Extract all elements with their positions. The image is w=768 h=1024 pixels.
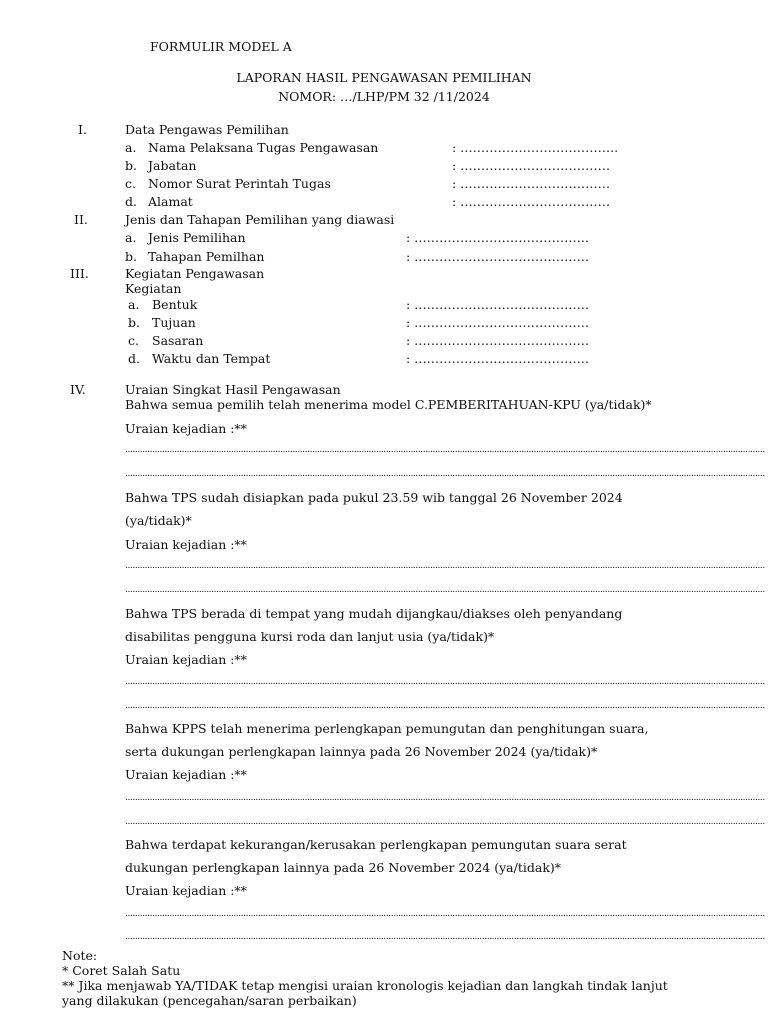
section1-item-value: : ………………………………..: [452, 140, 619, 155]
section2-item-letter: a.: [125, 230, 137, 245]
question-text: Bahwa TPS sudah disiapkan pada pukul 23.59 wib tanggal 26 November 2024: [125, 490, 623, 505]
section3-item-letter: a.: [128, 297, 140, 312]
note-line: ** Jika menjawab YA/TIDAK tetap mengisi uraian kronologis kejadian dan langkah tindak lanjut: [62, 978, 668, 993]
note-line: yang dilakukan (pencegahan/saran perbaikan): [62, 993, 357, 1008]
question-text: Bahwa semua pemilih telah menerima model C.PEMBERITAHUAN-KPU (ya/tidak)*: [125, 397, 652, 412]
section3-item-label: Tujuan: [152, 315, 196, 330]
answer-line[interactable]: ....................................................................................................................................................................................................................................................................: [125, 677, 765, 687]
section2-title: Jenis dan Tahapan Pemilihan yang diawasi: [125, 212, 395, 227]
section3-item-value: : ……………………………………: [406, 297, 590, 312]
form-title: FORMULIR MODEL A: [150, 39, 292, 54]
report-number: NOMOR: …/LHP/PM 32 /11/2024: [278, 89, 490, 104]
answer-line[interactable]: ....................................................................................................................................................................................................................................................................: [125, 469, 765, 479]
section3-numeral: III.: [70, 266, 89, 281]
section4-title: Uraian Singkat Hasil Pengawasan: [125, 382, 341, 397]
note-line: * Coret Salah Satu: [62, 963, 181, 978]
section3-item-label: Waktu dan Tempat: [152, 351, 271, 366]
section3-item-letter: b.: [128, 315, 140, 330]
section3-title: Kegiatan Pengawasan: [125, 266, 265, 281]
section1-numeral: I.: [78, 122, 87, 137]
section2-item-letter: b.: [125, 249, 137, 264]
question-text: disabilitas pengguna kursi roda dan lanjut usia (ya/tidak)*: [125, 629, 495, 644]
answer-line[interactable]: ....................................................................................................................................................................................................................................................................: [125, 817, 765, 827]
section3-item-value: : ……………………………………: [406, 333, 590, 348]
section3-subtitle: Kegiatan: [125, 281, 182, 296]
answer-line[interactable]: ....................................................................................................................................................................................................................................................................: [125, 932, 765, 942]
section1-item-label: Jabatan: [148, 158, 197, 173]
section3-item-value: : ……………………………………: [406, 351, 590, 366]
question-text: Bahwa TPS berada di tempat yang mudah dijangkau/diakses oleh penyandang: [125, 606, 623, 621]
uraian-label: Uraian kejadian :**: [125, 767, 247, 782]
section2-item-label: Jenis Pemilihan: [148, 230, 246, 245]
uraian-label: Uraian kejadian :**: [125, 652, 247, 667]
section2-item-label: Tahapan Pemilhan: [148, 249, 265, 264]
section1-item-label: Alamat: [148, 194, 193, 209]
section3-item-letter: d.: [128, 351, 140, 366]
section1-item-value: : ………………………………: [452, 194, 611, 209]
section1-title: Data Pengawas Pemilihan: [125, 122, 289, 137]
answer-line[interactable]: ....................................................................................................................................................................................................................................................................: [125, 793, 765, 803]
section3-item-label: Bentuk: [152, 297, 198, 312]
uraian-label: Uraian kejadian :**: [125, 883, 247, 898]
section3-item-label: Sasaran: [152, 333, 204, 348]
section1-item-value: : ………………………………: [452, 176, 611, 191]
question-text: Bahwa terdapat kekurangan/kerusakan perlengkapan pemungutan suara serat: [125, 837, 627, 852]
uraian-label: Uraian kejadian :**: [125, 421, 247, 436]
section4-numeral: IV.: [70, 382, 86, 397]
question-text: dukungan perlengkapan lainnya pada 26 November 2024 (ya/tidak)*: [125, 860, 562, 875]
section1-item-label: Nama Pelaksana Tugas Pengawasan: [148, 140, 379, 155]
answer-line[interactable]: ....................................................................................................................................................................................................................................................................: [125, 445, 765, 455]
section1-item-letter: b.: [125, 158, 137, 173]
section1-item-letter: d.: [125, 194, 137, 209]
question-text: Bahwa KPPS telah menerima perlengkapan pemungutan dan penghitungan suara,: [125, 721, 649, 736]
report-title: LAPORAN HASIL PENGAWASAN PEMILIHAN: [236, 70, 532, 85]
uraian-label: Uraian kejadian :**: [125, 537, 247, 552]
section1-item-letter: c.: [125, 176, 136, 191]
question-text: (ya/tidak)*: [125, 513, 192, 528]
answer-line[interactable]: ....................................................................................................................................................................................................................................................................: [125, 701, 765, 711]
section2-numeral: II.: [74, 212, 88, 227]
section3-item-value: : ……………………………………: [406, 315, 590, 330]
answer-line[interactable]: ....................................................................................................................................................................................................................................................................: [125, 909, 765, 919]
section3-item-letter: c.: [128, 333, 139, 348]
answer-line[interactable]: ....................................................................................................................................................................................................................................................................: [125, 585, 765, 595]
section2-item-value: : ……………………………………: [406, 249, 590, 264]
section1-item-label: Nomor Surat Perintah Tugas: [148, 176, 331, 191]
section1-item-value: : ………………………………: [452, 158, 611, 173]
note-heading: Note:: [62, 948, 98, 963]
question-text: serta dukungan perlengkapan lainnya pada 26 November 2024 (ya/tidak)*: [125, 744, 598, 759]
answer-line[interactable]: ....................................................................................................................................................................................................................................................................: [125, 561, 765, 571]
section2-item-value: : ……………………………………: [406, 230, 590, 245]
section1-item-letter: a.: [125, 140, 137, 155]
